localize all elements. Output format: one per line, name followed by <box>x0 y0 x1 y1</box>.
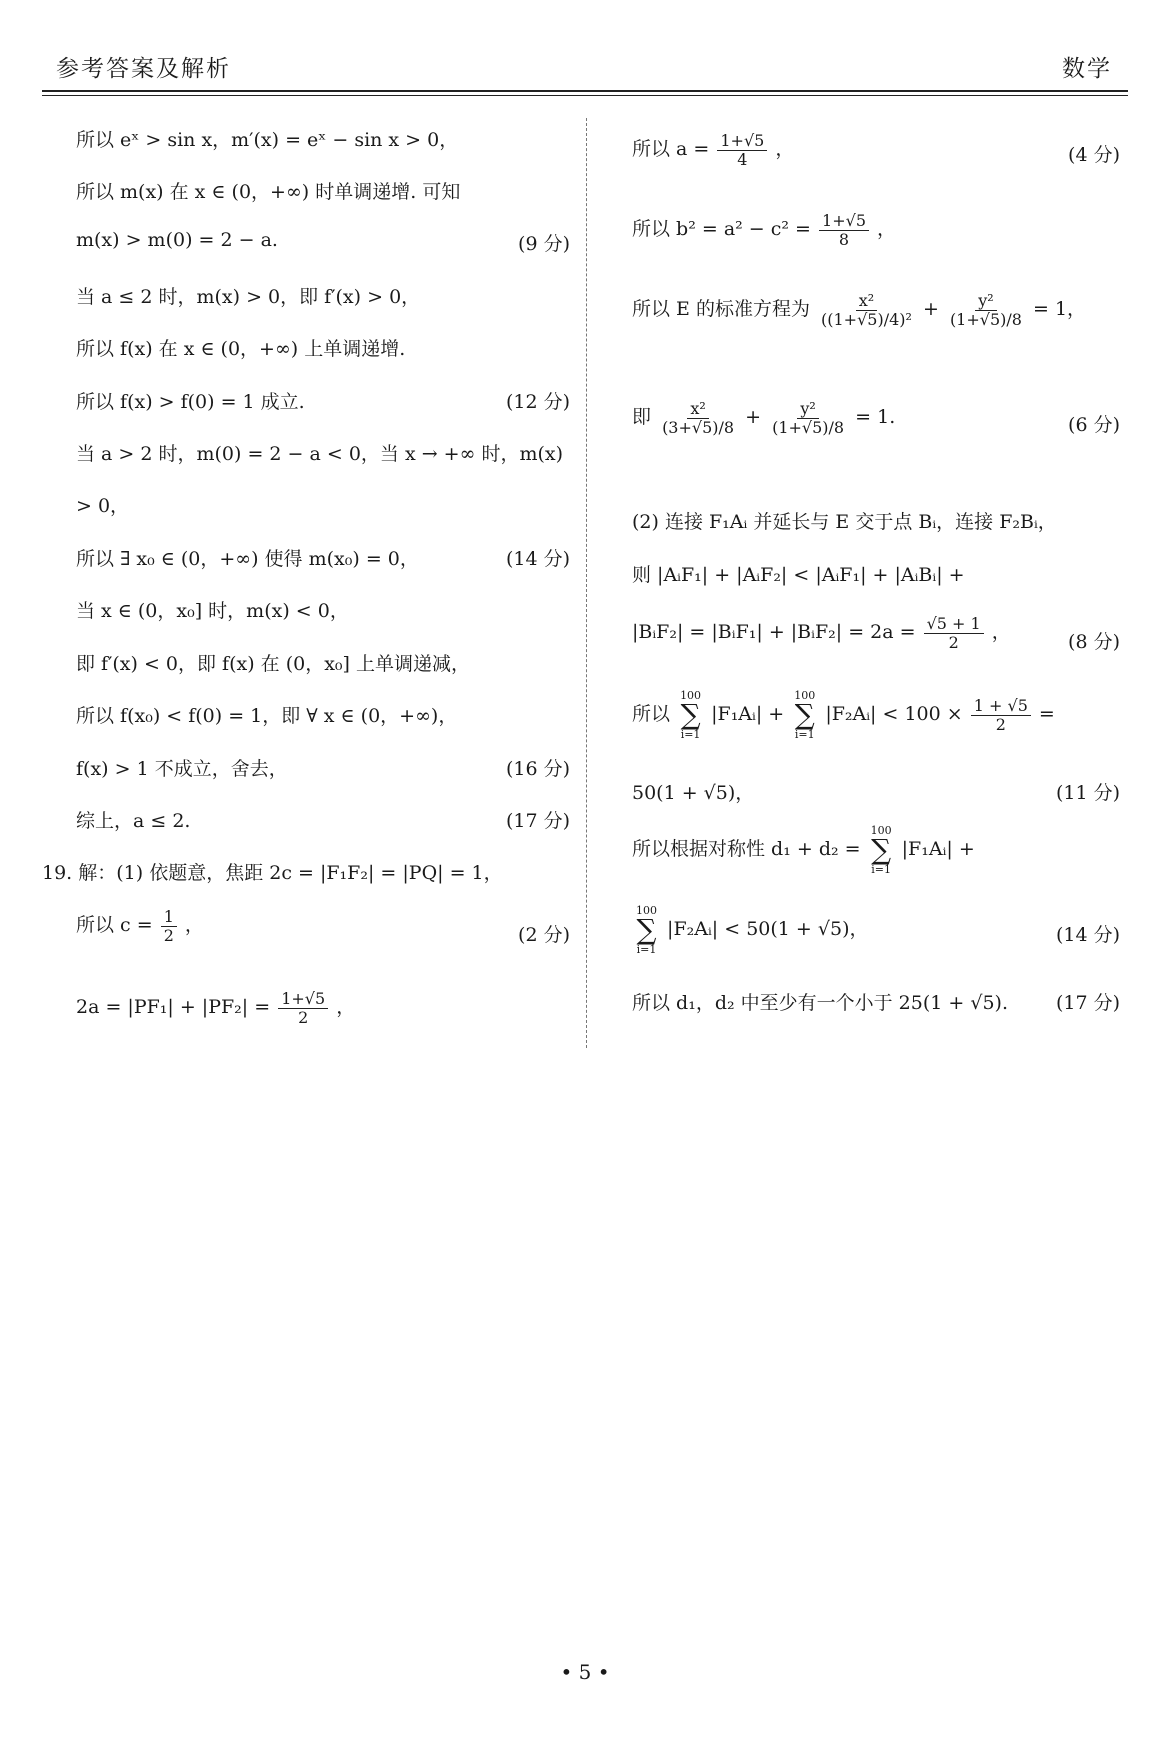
left-line-16 <box>76 908 204 944</box>
right-line-8 <box>632 690 1055 740</box>
score-4: (4 分) <box>1068 144 1120 166</box>
sum-lower-limit: i=1 <box>636 943 657 956</box>
left-line-12: 所以 f(x₀) < f(0) = 1，即 ∀ x ∈ (0，+∞)， <box>76 705 458 727</box>
sigma-symbol: ∑ <box>871 833 892 866</box>
left-line-4: 当 a ≤ 2 时，m(x) > 0，即 f′(x) > 0， <box>76 286 421 308</box>
right-line-2-end: ， <box>877 218 897 241</box>
fraction-2a <box>278 990 328 1026</box>
fraction-x-term <box>818 292 915 328</box>
right-line-9: 50(1 + √5)， <box>632 782 755 804</box>
fraction-denominator: 2 <box>298 1007 309 1027</box>
fraction-2a-value <box>924 615 984 651</box>
left-line-10: 当 x ∈ (0，x₀] 时，m(x) < 0， <box>76 600 349 622</box>
fraction-numerator: √5 + 1 <box>924 615 984 634</box>
left-line-2: 所以 m(x) 在 x ∈ (0，+∞) 时单调递增. 可知 <box>76 181 461 203</box>
fraction-numerator: x² <box>856 292 877 311</box>
score-14: (14 分) <box>505 548 570 570</box>
fraction-denominator: 2 <box>948 632 959 652</box>
right-line-6: 则 |AᵢF₁| + |AᵢF₂| < |AᵢF₁| + |AᵢBᵢ| + <box>632 564 965 586</box>
right-line-4-text: 即 <box>632 406 652 429</box>
fraction-y-term <box>769 400 847 436</box>
right-line-7-text: |BᵢF₂| = |BᵢF₁| + |BᵢF₂| = 2a = <box>632 621 916 644</box>
left-line-13: f(x) > 1 不成立，舍去， <box>76 758 288 780</box>
fraction-b2 <box>819 212 869 248</box>
fraction-denominator: ((1+√5)/4)² <box>821 309 912 329</box>
fraction-denominator: (1+√5)/8 <box>949 309 1022 329</box>
fraction-numerator: 1 <box>161 908 177 927</box>
left-line-17-end: ， <box>336 996 356 1019</box>
sum-upper-limit: 100 <box>636 904 657 917</box>
fraction-denominator: (1+√5)/8 <box>772 417 845 437</box>
right-line-3-text: 所以 E 的标准方程为 <box>632 298 810 321</box>
right-line-7-end: ， <box>991 621 1011 644</box>
sigma-symbol: ∑ <box>794 698 815 731</box>
fraction-numerator: y² <box>797 400 818 419</box>
right-line-11-end: |F₂Aᵢ| < 50(1 + √5)， <box>667 918 869 940</box>
score-6: (6 分) <box>1068 414 1120 436</box>
score-17-right: (17 分) <box>1055 992 1120 1014</box>
right-line-7 <box>632 615 1011 651</box>
right-line-1-text: 所以 a = <box>632 138 710 161</box>
score-14-right: (14 分) <box>1055 924 1120 946</box>
header-rule-thin <box>42 95 1128 96</box>
right-line-2-text: 所以 b² = a² − c² = <box>632 218 811 241</box>
fraction-denominator: (3+√5)/8 <box>662 417 735 437</box>
header-rule <box>42 90 1128 92</box>
sigma-symbol: ∑ <box>680 698 701 731</box>
plus-sign: + <box>745 406 762 429</box>
left-line-5: 所以 f(x) 在 x ∈ (0，+∞) 上单调递增. <box>76 338 406 360</box>
summation <box>794 690 815 740</box>
right-line-4 <box>632 400 895 436</box>
fraction-bound <box>971 697 1031 733</box>
sum-upper-limit: 100 <box>870 824 892 837</box>
sigma-symbol: ∑ <box>636 913 657 946</box>
left-line-17-text: 2a = |PF₁| + |PF₂| = <box>76 996 271 1019</box>
summation <box>871 825 892 875</box>
header-title: 参考答案及解析 <box>56 56 231 82</box>
fraction-numerator: 1 + √5 <box>971 697 1031 716</box>
fraction-numerator: y² <box>975 292 996 311</box>
right-line-10-end: |F₁Aᵢ| + <box>901 838 975 860</box>
left-line-17 <box>76 990 355 1026</box>
right-line-8-text: 所以 <box>632 703 671 725</box>
problem-19-line: 19. 解：(1) 依题意，焦距 2c = |F₁F₂| = |PQ| = 1， <box>42 862 503 884</box>
fraction-a <box>717 132 767 168</box>
right-line-1 <box>632 132 794 168</box>
score-9: (9 分) <box>518 233 570 255</box>
column-divider <box>586 118 587 1048</box>
left-line-1: 所以 eˣ > sin x，m′(x) = eˣ − sin x > 0， <box>76 129 459 151</box>
score-17: (17 分) <box>505 810 570 832</box>
right-line-8-end: = <box>1038 703 1055 725</box>
fraction-denominator: 4 <box>737 149 748 169</box>
left-line-7: 当 a > 2 时，m(0) = 2 − a < 0，当 x → +∞ 时，m(x) <box>76 443 564 465</box>
right-line-5: (2) 连接 F₁Aᵢ 并延长与 E 交于点 Bᵢ，连接 F₂Bᵢ， <box>632 511 1057 533</box>
score-8: (8 分) <box>1068 631 1120 653</box>
left-line-8: > 0， <box>76 495 130 517</box>
fraction-y-term <box>947 292 1025 328</box>
left-line-6: 所以 f(x) > f(0) = 1 成立. <box>76 391 305 413</box>
left-line-11: 即 f′(x) < 0，即 f(x) 在 (0，x₀] 上单调递减， <box>76 653 470 675</box>
sum-upper-limit: 100 <box>794 689 816 702</box>
score-16: (16 分) <box>505 758 570 780</box>
left-line-16-text: 所以 c = <box>76 914 153 937</box>
right-line-8-cont: |F₂Aᵢ| < 100 × <box>825 703 963 725</box>
fraction-numerator: 1+√5 <box>819 212 869 231</box>
score-11: (11 分) <box>1055 782 1120 804</box>
score-2: (2 分) <box>518 924 570 946</box>
fraction-x-term <box>659 400 737 436</box>
fraction-c <box>161 908 177 944</box>
right-line-12: 所以 d₁，d₂ 中至少有一个小于 25(1 + √5). <box>632 992 1009 1014</box>
page-number: • 5 • <box>560 1660 610 1684</box>
summation <box>636 905 657 955</box>
right-line-3 <box>632 292 1086 328</box>
fraction-denominator: 2 <box>163 925 174 945</box>
fraction-denominator: 8 <box>838 229 850 249</box>
sum-lower-limit: i=1 <box>794 728 815 741</box>
right-line-8-mid: |F₁Aᵢ| + <box>711 703 785 725</box>
right-line-3-end: = 1， <box>1033 298 1087 321</box>
sum-lower-limit: i=1 <box>871 863 891 876</box>
header-subject: 数学 <box>1062 56 1112 82</box>
plus-sign: + <box>922 298 939 321</box>
summation <box>680 690 701 740</box>
sum-lower-limit: i=1 <box>680 728 701 741</box>
right-line-11 <box>632 905 868 955</box>
right-line-10-text: 所以根据对称性 d₁ + d₂ = <box>632 838 861 860</box>
fraction-numerator: 1+√5 <box>717 132 767 151</box>
right-line-4-end: = 1. <box>855 406 896 429</box>
score-12: (12 分) <box>505 391 570 413</box>
left-line-16-end: ， <box>184 914 204 937</box>
left-line-9: 所以 ∃ x₀ ∈ (0，+∞) 使得 m(x₀) = 0， <box>76 548 419 570</box>
fraction-numerator: x² <box>687 400 708 419</box>
left-line-3: m(x) > m(0) = 2 − a. <box>76 229 278 251</box>
left-line-14: 综上，a ≤ 2. <box>76 810 191 832</box>
fraction-denominator: 2 <box>995 714 1006 734</box>
right-line-1-end: ， <box>775 138 795 161</box>
right-line-2 <box>632 212 896 248</box>
sum-upper-limit: 100 <box>680 689 702 702</box>
fraction-numerator: 1+√5 <box>278 990 328 1009</box>
right-line-10 <box>632 825 975 875</box>
